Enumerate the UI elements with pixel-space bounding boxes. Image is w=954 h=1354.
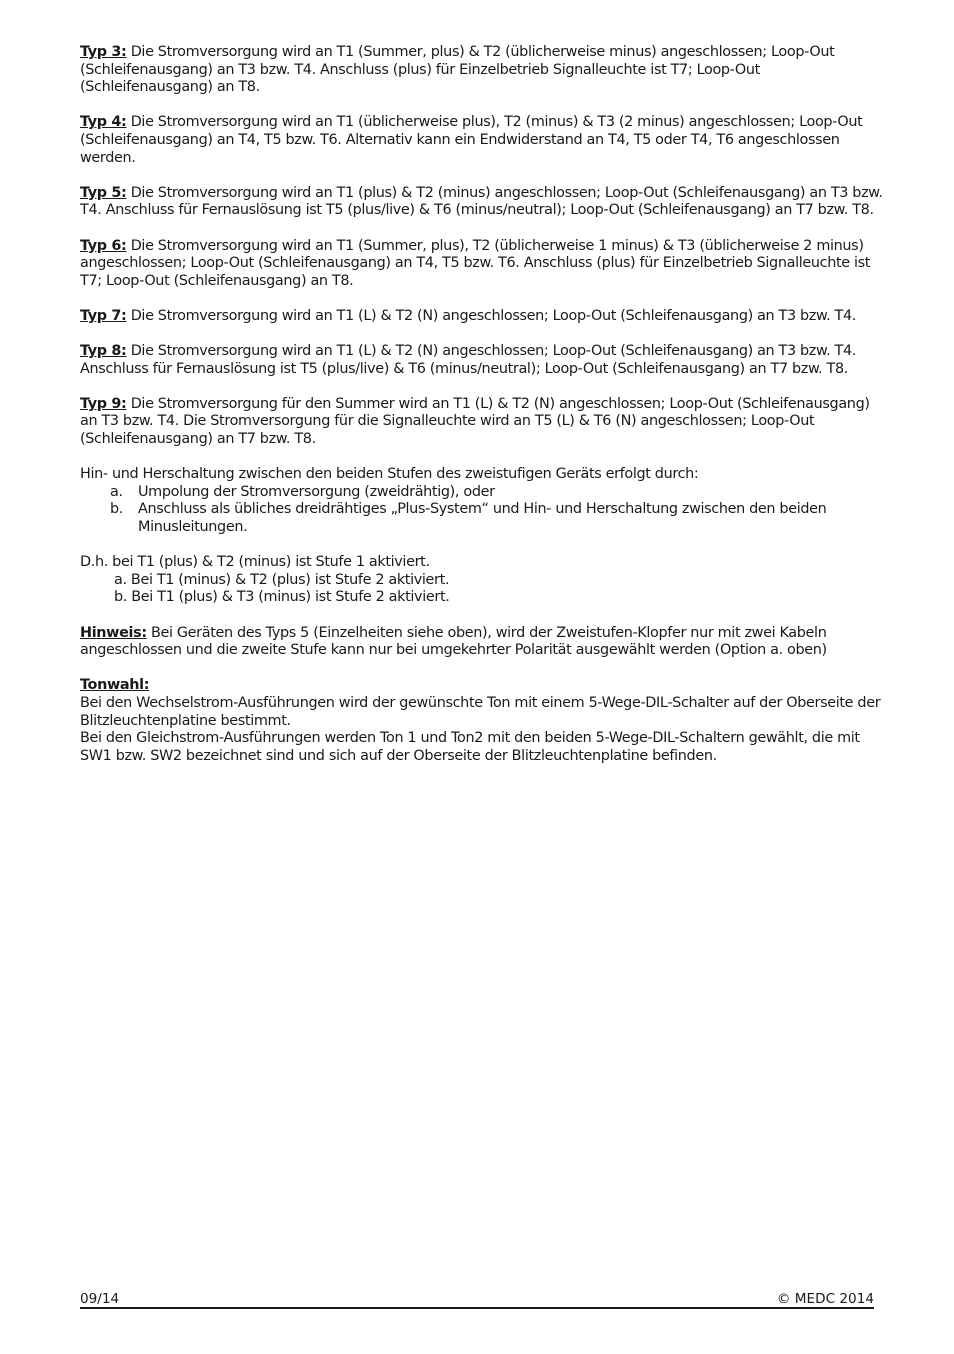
tonwahl-line-ac: Bei den Wechselstrom-Ausführungen wird der gewünschte Ton mit einem 5-Wege-DIL-Schalter auf der Oberseite der Blitzleuchtenplatine bestimmt. xyxy=(80,694,881,729)
paragraph-label: Typ 5: xyxy=(80,184,127,201)
paragraph-text: Die Stromversorgung wird an T1 (plus) & T2 (minus) angeschlossen; Loop-Out (Schleifenausgang) an T3 bzw. T4. Anschluss für Fernauslösung ist T5 (plus/live) & T6 (minus/neutral); Loop-Out (Schleifenausgang) an T7 bzw. T8. xyxy=(80,184,883,219)
paragraph-text: Die Stromversorgung wird an T1 (Summer, plus) & T2 (üblicherweise minus) angeschlossen; Loop-Out (Schleifenausgang) an T3 bzw. T4. Anschluss (plus) für Einzelbetrieb Signalleuchte ist T7; Loop-Out (Schleifenausgang) an T8. xyxy=(80,44,835,96)
dh-list xyxy=(80,572,890,607)
paragraph-typ-9 xyxy=(80,396,890,449)
paragraph-text: Die Stromversorgung wird an T1 (üblicherweise plus), T2 (minus) & T3 (2 minus) angeschlossen; Loop-Out (Schleifenausgang) an T4, T5 bzw. T6. Alternativ kann ein Endwiderstand an T4, T5 oder T4, T6 angeschlossen werden. xyxy=(80,114,863,166)
dh-intro: D.h. bei T1 (plus) & T2 (minus) ist Stufe 1 aktiviert. xyxy=(80,554,430,571)
document-body xyxy=(80,44,890,765)
paragraph-text: Die Stromversorgung wird an T1 (L) & T2 (N) angeschlossen; Loop-Out (Schleifenausgang) an T3 bzw. T4. xyxy=(126,307,857,324)
footer-date: 09/14 xyxy=(80,1291,120,1307)
paragraph-text: Die Stromversorgung für den Summer wird an T1 (L) & T2 (N) angeschlossen; Loop-Out (Schleifenausgang) an T3 bzw. T4. Die Stromversorgung für die Signalleuchte wird an T5 (L) & T6 (N) angeschlossen; Loop-Out (Schleifenausgang) an T7 bzw. T8. xyxy=(80,395,870,448)
list-item xyxy=(80,484,890,502)
paragraph-typ-4 xyxy=(80,114,890,167)
tonwahl-label: Tonwahl: xyxy=(80,677,150,694)
footer-divider xyxy=(80,1307,874,1309)
paragraph-typ-5 xyxy=(80,185,890,220)
paragraph-label: Typ 8: xyxy=(80,343,127,360)
list-item-text: Umpolung der Stromversorgung (zweidrähtig), oder xyxy=(138,483,495,500)
paragraph-label: Typ 9: xyxy=(80,395,127,412)
tonwahl-line-dc: Bei den Gleichstrom-Ausführungen werden Ton 1 und Ton2 mit den beiden 5-Wege-DIL-Schaltern gewählt, die mit SW1 bzw. SW2 bezeichnet sind und sich auf der Oberseite der Blitzleuchtenplatine befinden. xyxy=(80,730,860,764)
list-item: a. Bei T1 (minus) & T2 (plus) ist Stufe 2 aktiviert. xyxy=(114,571,450,588)
switching-options-list xyxy=(80,484,890,537)
paragraph-label: Typ 6: xyxy=(80,237,127,254)
paragraph-typ-3 xyxy=(80,44,890,97)
paragraph-text: Die Stromversorgung wird an T1 (Summer, plus), T2 (üblicherweise 1 minus) & T3 (üblicherweise 2 minus) angeschlossen; Loop-Out (Schleifenausgang) an T4, T5 bzw. T6. Anschluss (plus) für Einzelbetrieb Signalleuchte ist T7; Loop-Out (Schleifenausgang) an T8. xyxy=(80,237,871,289)
paragraph-text: Die Stromversorgung wird an T1 (L) & T2 (N) angeschlossen; Loop-Out (Schleifenausgang) an T3 bzw. T4. Anschluss für Fernauslösung ist T5 (plus/live) & T6 (minus/neutral); Loop-Out (Schleifenausgang) an T7 bzw. T8. xyxy=(80,343,857,377)
paragraph-label: Typ 3: xyxy=(80,44,127,60)
list-item: b. Bei T1 (plus) & T3 (minus) ist Stufe 2 aktiviert. xyxy=(114,589,450,606)
tonwahl-heading xyxy=(80,677,890,695)
list-item xyxy=(80,501,890,536)
paragraph-typ-6 xyxy=(80,238,890,291)
list-marker: a. xyxy=(110,483,123,500)
list-item-text: Anschluss als übliches dreidrähtiges „Plus-System“ und Hin- und Herschaltung zwischen den beiden Minusleitungen. xyxy=(138,501,827,536)
paragraph-typ-8 xyxy=(80,343,890,378)
paragraph-label: Typ 4: xyxy=(80,114,127,131)
hinweis-label: Hinweis: xyxy=(80,624,147,641)
paragraph-typ-7 xyxy=(80,308,890,326)
list-marker: b. xyxy=(110,501,124,518)
hinweis-text: Bei Geräten des Typs 5 (Einzelheiten siehe oben), wird der Zweistufen-Klopfer nur mit zwei Kabeln angeschlossen und die zweite Stufe kann nur bei umgekehrter Polarität ausgewählt werden (Option a. oben) xyxy=(80,624,827,659)
switching-intro: Hin- und Herschaltung zwischen den beiden Stufen des zweistufigen Geräts erfolgt durch: xyxy=(80,466,699,483)
paragraph-label: Typ 7: xyxy=(80,307,127,324)
footer-copyright: © MEDC 2014 xyxy=(776,1291,874,1307)
hinweis-paragraph xyxy=(80,625,890,660)
